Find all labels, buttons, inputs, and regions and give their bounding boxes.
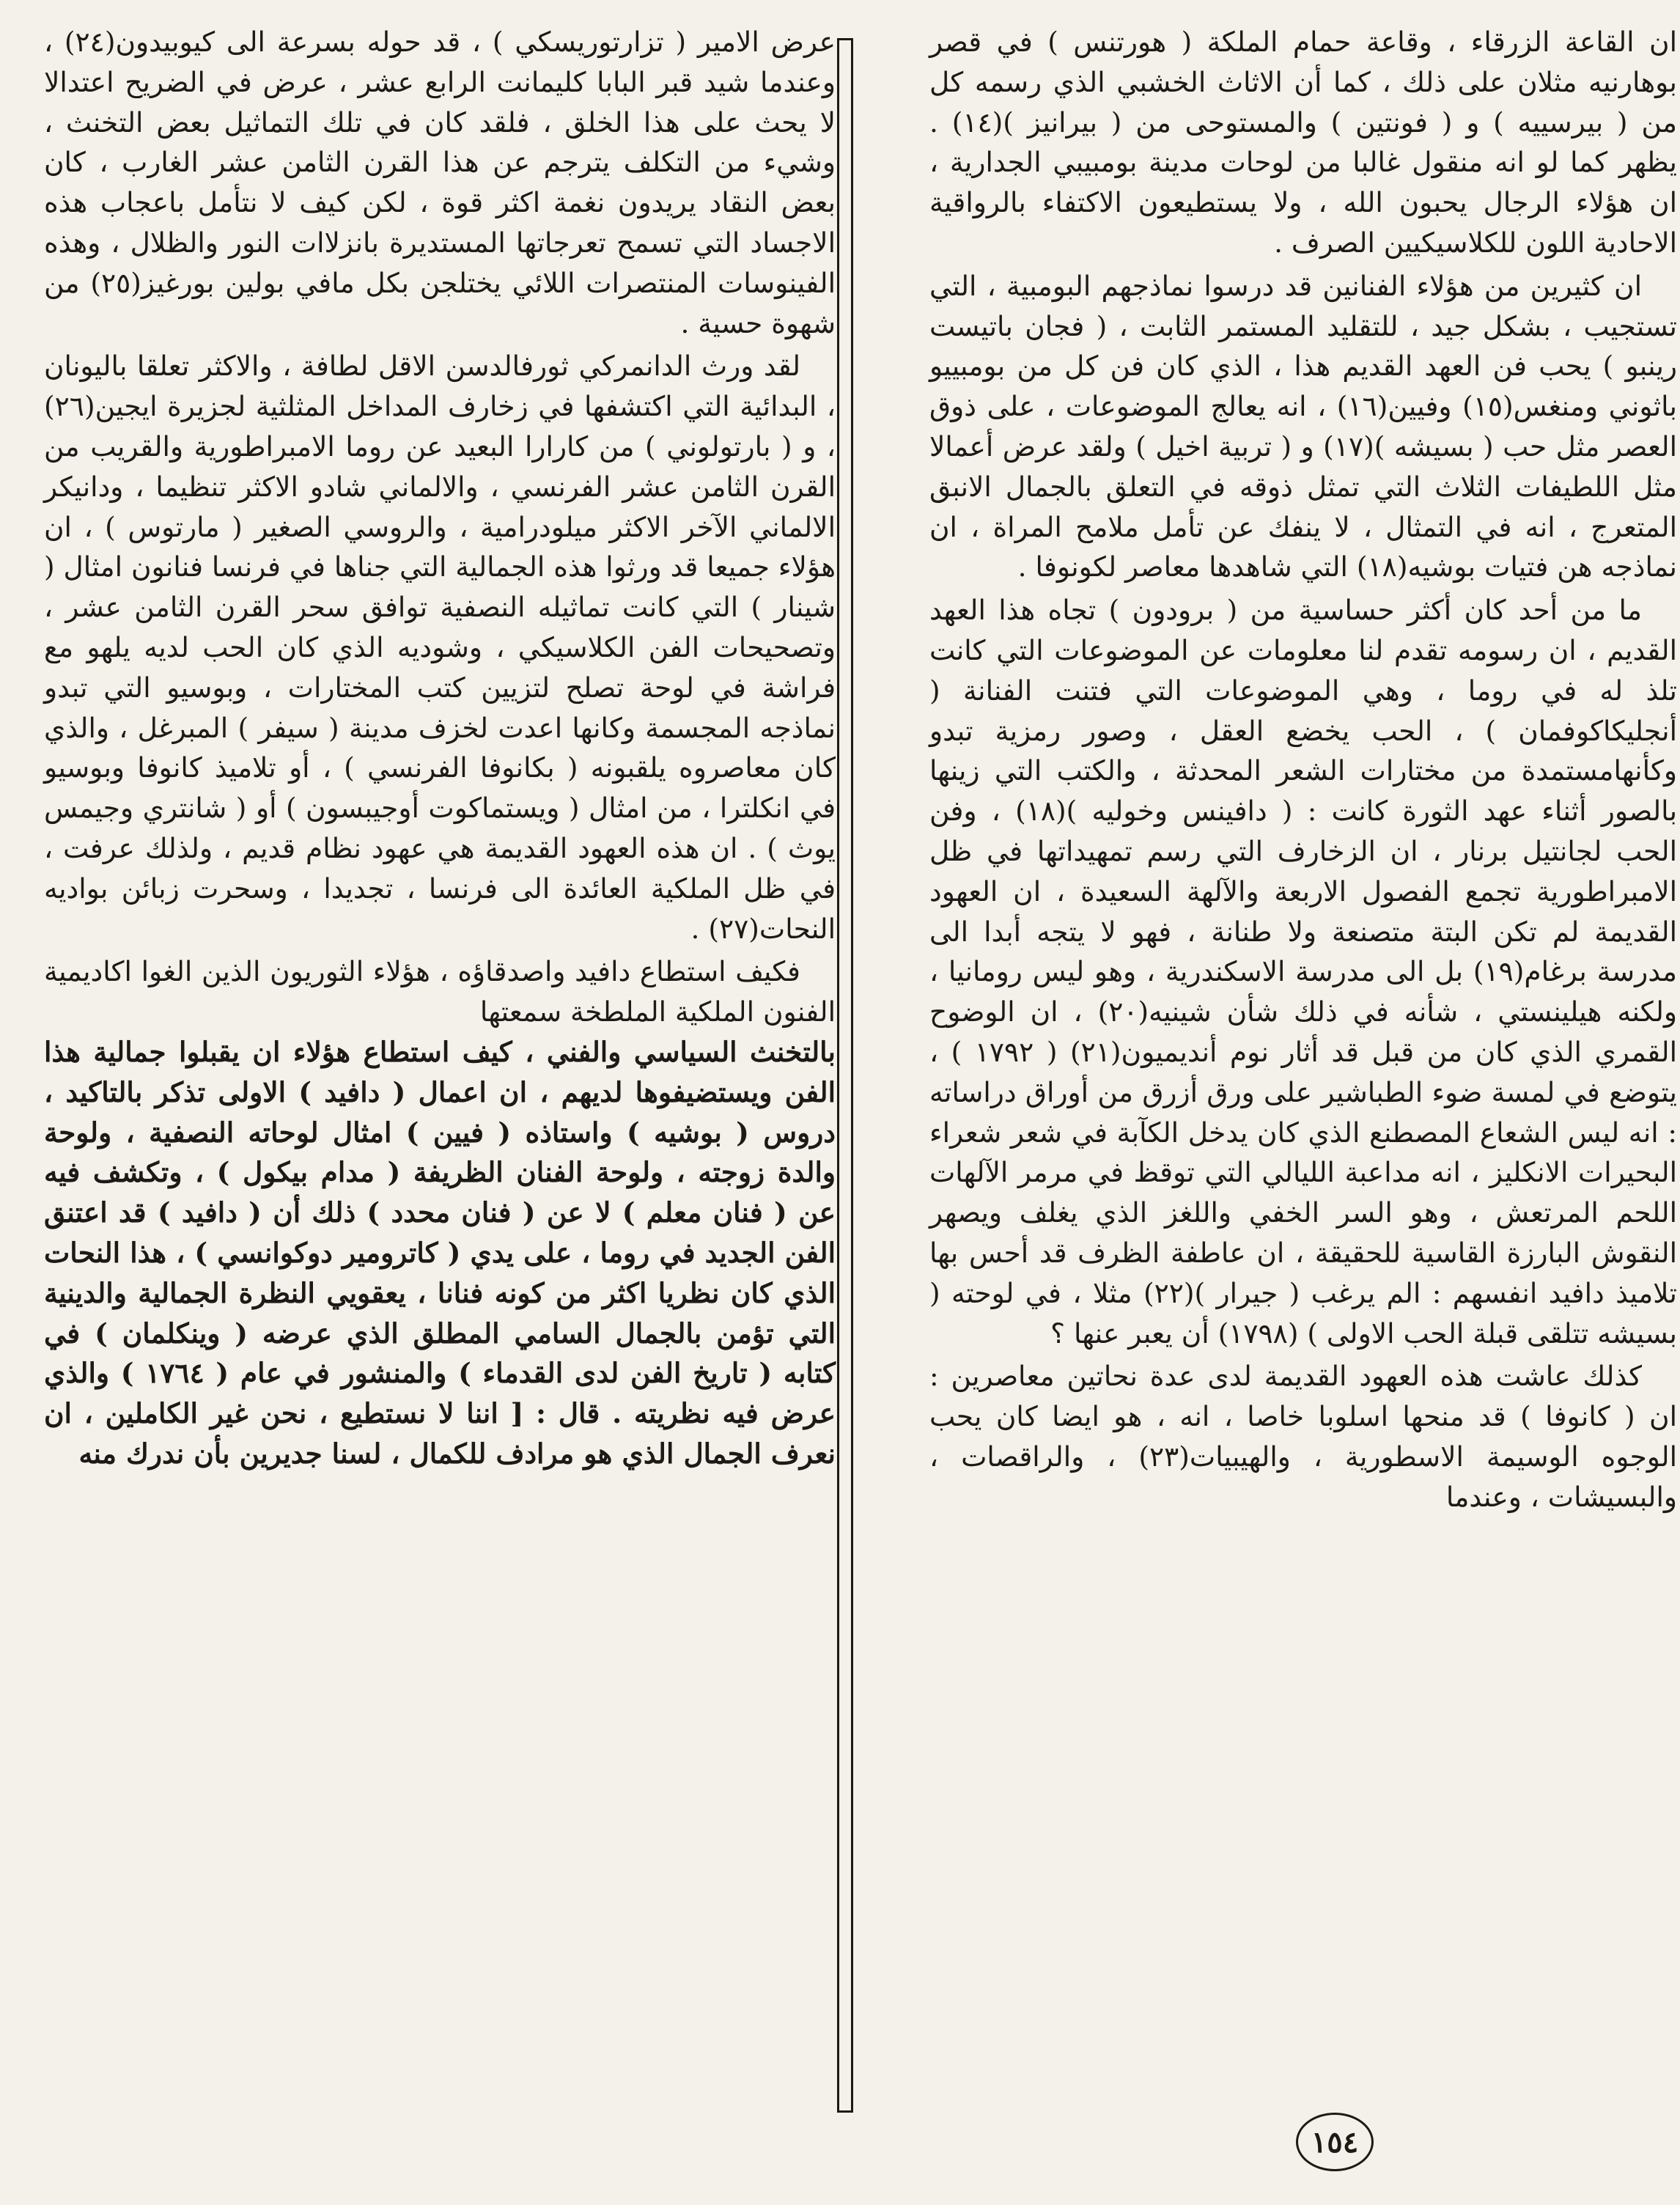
right-paragraph-1: ان القاعة الزرقاء ، وقاعة حمام الملكة ( هورتنس ) في قصر بوهارنيه مثلان على ذلك ، كما أن الاثاث الخشبي الذي رسمه كل من ( بيرسييه ) و ( فونتين ) والمستوحى من ( بيرانيز )(١٤) . يظهر كما لو انه منقول غالبا من لوحات مدينة بومبيبي الجدارية ، ان هؤلاء الرجال يحبون الله ، ولا يستطيعون الاكتفاء بالرواقية الاحادية اللون للكلاسيكيين الصرف . xyxy=(929,26,1677,259)
column-divider xyxy=(837,38,853,2113)
right-paragraph-4: كذلك عاشت هذه العهود القديمة لدى عدة نحاتين معاصرين : ان ( كانوفا ) قد منحها اسلوبا خاصا ، انه ، هو ايضا كان يحب الوجوه الوسيمة الاسطورية ، والهيبيات(٢٣) ، والراقصات ، والبسيشات ، وعندما xyxy=(929,1360,1678,1513)
left-paragraph-1: عرض الامير ( تزارتوريسكي ) ، قد حوله بسرعة الى كيوبيدون(٢٤) ، وعندما شيد قبر البابا كليمانت الرابع عشر ، عرض في الضريح اعتدالا لا يحث على هذا الخلق ، فلقد كان في تلك التماثيل بعض التخنث ، وشيء من التكلف يترجم عن هذا القرن الثامن عشر الغارب ، كان بعض النقاد يريدون نغمة اكثر قوة ، لكن كيف لا نتأمل باعجاب هذه الاجساد التي تسمح تعرجاتها المستديرة بانزلاات النور والظلال ، وهذه الفينوسات المنتصرات اللائي يختلجن بكل مافي بولين بورغيز(٢٥) من شهوة حسية . xyxy=(44,26,836,339)
left-paragraph-4: بالتخنث السياسي والفني ، كيف استطاع هؤلاء ان يقبلوا جمالية هذا الفن ويستضيفوها لديهم ، ان اعمال ( دافيد ) الاولى تذكر بالتاكيد ، دروس ( بوشيه ) واستاذه ( فيين ) امثال لوحاته النصفية ، ولوحة والدة زوجته ، ولوحة الفنان الظريفة ( مدام بيكول ) ، وتكشف فيه عن ( فنان معلم ) لا عن ( فنان محدد ) ذلك أن ( دافيد ) قد اعتنق الفن الجديد في روما ، على يدي ( كاترومير دوكوانسي ) ، هذا النحات الذي كان نظريا اكثر من كونه فنانا ، يعقويي النظرة الجمالية والدينية التي تؤمن بالجمال السامي المطلق الذي عرضه ( وينكلمان ) في كتابه ( تاريخ الفن لدى القدماء ) والمنشور في عام ( ١٧٦٤ ) والذي عرض فيه نظريته . قال : [ اننا لا نستطيع ، نحن غير الكاملين ، ان نعرف الجمال الذي هو مرادف للكمال ، لسنا جديرين بأن ندرك منه xyxy=(44,1035,836,1470)
right-column xyxy=(929,22,1677,1517)
page-number: ١٥٤ xyxy=(1296,2113,1374,2171)
left-paragraph-3: فكيف استطاع دافيد واصدقاؤه ، هؤلاء الثوريون الذين الغوا اكاديمية الفنون الملكية الملطخة سمعتها xyxy=(44,955,836,1028)
left-paragraph-2: لقد ورث الدانمركي ثورفالدسن الاقل لطافة ، والاكثر تعلقا باليونان ، البدائية التي اكتشفها في زخارف المداخل المثلثية لجزيرة ايجين(٢٦) ، و ( بارتولوني ) من كارارا البعيد عن روما الامبراطورية والقريب من القرن الثامن عشر الفرنسي ، والالماني شادو الاكثر تنظيما ، ودانيكر الالماني الآخر الاكثر ميلودرامية ، والروسي الصغير ( مارتوس ) ، ان هؤلاء جميعا قد ورثوا هذه الجمالية التي جناها في فرنسا فنانون امثال ( شينار ) التي كانت تماثيله النصفية توافق سحر القرن الثامن عشر ، وتصحيحات الفن الكلاسيكي ، وشوديه الذي كان الحب لديه يلهو مع فراشة في لوحة تصلح لتزيين كتب المختارات ، وبوسيو التي تبدو نماذجه المجسمة وكانها اعدت لخزف مدينة ( سيفر ) المبرغل ، والذي كان معاصروه يلقبونه ( بكانوفا الفرنسي ) ، أو تلاميذ كانوفا وبوسيو في انكلترا ، من امثال ( ويستماكوت أوجيبسون ) أو ( شانتري وجيمس يوث ) . ان هذه العهود القديمة هي عهود نظام قديم ، ولذلك عرفت ، في ظل الملكية العائدة الى فرنسا ، تجديدا ، وسحرت زبائن بواديه النحات(٢٧) . xyxy=(44,350,836,945)
right-paragraph-2: ان كثيرين من هؤلاء الفنانين قد درسوا نماذجهم البومبية ، التي تستجيب ، بشكل جيد ، للتقليد المستمر الثابت ، ( فجان باتيست رينبو ) يحب فن العهد القديم هذا ، الذي كان فن كل من بومبييو باثوني ومنغس(١٥) وفيين(١٦) ، انه يعالج الموضوعات ، على ذوق العصر مثل حب ( بسيشه )(١٧) و ( تربية اخيل ) ولقد عرض أعمالا مثل اللطيفات الثلاث التي تمثل ذوقه في التعلق بالجمال الانبق المتعرج ، انه في التمثال ، لا ينفك عن تأمل ملامح المراة ، ان نماذجه هن فتيات بوشيه(١٨) التي شاهدها معاصر لكونوفا . xyxy=(929,269,1677,584)
left-column xyxy=(44,22,836,1474)
right-paragraph-3: ما من أحد كان أكثر حساسية من ( برودون ) تجاه هذا العهد القديم ، ان رسومه تقدم لنا معلومات عن الموضوعات التي كانت تلذ له في روما ، وهي الموضوعات التي فتنت الفنانة ( أنجليكاكوفمان ) ، الحب يخضع العقل ، وصور رمزية تبدو وكأنهامستمدة من مختارات الشعر المحدثة ، والكتب التي زينها بالصور أثناء عهد الثورة كانت : ( دافينس وخوليه )(١٨) ، وفن الحب لجانتيل برنار ، ان الزخارف التي رسم تمهيداتها في ظل الامبراطورية تجمع الفصول الاربعة والآلهة السعيدة ، ان العهود القديمة لم تكن البتة متصنعة ولا طنانة ، فهو لا يتجه أبدا الى مدرسة برغام(١٩) بل الى مدرسة الاسكندرية ، وهو ليس رومانيا ، ولكنه هيلينستي ، شأنه في ذلك شأن شينيه(٢٠) ، ان الوضوح القمري الذي كان من قبل قد أثار نوم أنديميون(٢١) ( ١٧٩٢ ) ، يتوضع في لمسة ضوء الطباشير على ورق أزرق من أوراق دراساته : انه ليس الشعاع المصطنع الذي كان يدخل الكآبة في شعر شعراء البحيرات الانكليز ، انه مداعبة الليالي التي توقظ في مرمر الآلهات اللحم المرتعش ، وهو السر الخفي واللغز الذي يغلف ويصهر النقوش البارزة القاسية للحقيقة ، ان عاطفة الظرف قد أحس بها تلاميذ دافيد انفسهم : الم يرغب ( جيرار )(٢٢) مثلا ، في لوحته ( بسيشه تتلقى قبلة الحب الاولى ) (١٧٩٨) أن يعبر عنها ؟ xyxy=(929,594,1678,1350)
